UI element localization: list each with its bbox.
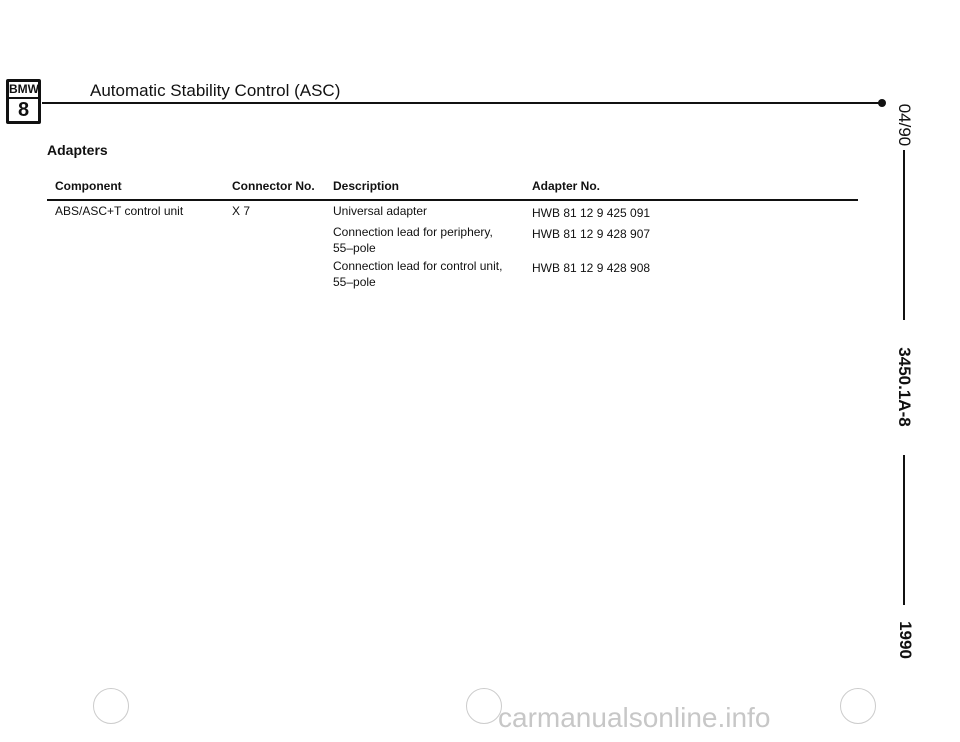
adapter-no-cell: HWB 81 12 9 428 908 — [532, 261, 651, 275]
adapter-no-cell: HWB 81 12 9 425 091 — [532, 206, 651, 220]
page-title: Automatic Stability Control (ASC) — [90, 81, 341, 100]
description-cell: Connection lead for control unit, — [333, 259, 503, 273]
column-header-component: Component — [55, 179, 122, 193]
component-cell: ABS/ASC+T control unit — [55, 204, 184, 218]
watermark: carmanualsonline.info — [498, 702, 771, 733]
description-cell-continued: 55–pole — [333, 241, 376, 255]
description-cell: Universal adapter — [333, 204, 428, 218]
connector-cell: X 7 — [232, 204, 251, 218]
punch-hole — [93, 688, 129, 724]
sidebar-date: 04/90 — [895, 103, 914, 147]
logo-series: 8 — [17, 99, 30, 121]
bmw-8-logo — [6, 79, 41, 124]
table-header-divider — [47, 199, 858, 201]
section-title: Adapters — [47, 142, 108, 158]
sidebar-divider-1 — [903, 150, 905, 320]
description-cell-continued: 55–pole — [333, 275, 376, 289]
column-header-connector: Connector No. — [232, 179, 315, 193]
sidebar-year: 1990 — [896, 621, 915, 659]
header-divider-dot — [878, 99, 886, 107]
column-header-adapter-no: Adapter No. — [532, 179, 601, 193]
sidebar-divider-2 — [903, 455, 905, 605]
punch-hole — [840, 688, 876, 724]
adapter-no-cell: HWB 81 12 9 428 907 — [532, 227, 651, 241]
punch-hole — [466, 688, 502, 724]
description-cell: Connection lead for periphery, — [333, 225, 493, 239]
logo-brand: BMW — [9, 82, 38, 99]
header-divider — [42, 102, 885, 104]
sidebar-doc-number: 3450.1A-8 — [895, 347, 914, 427]
column-header-description: Description — [333, 179, 400, 193]
